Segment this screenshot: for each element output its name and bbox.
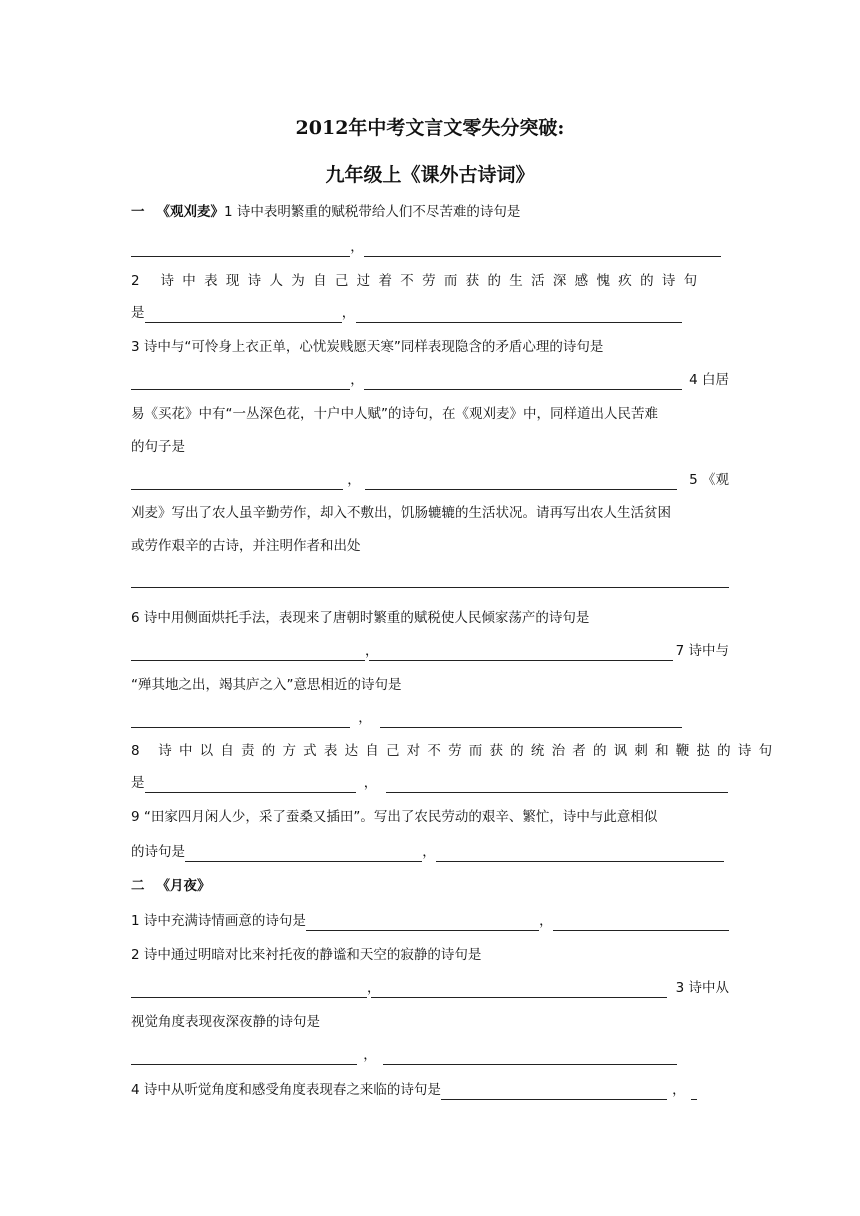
comma: ， [422, 844, 436, 860]
section2-q2-answer-line [131, 978, 729, 998]
comma: ， [350, 372, 364, 388]
section1-q1-line [131, 202, 729, 222]
document-subtitle: 九年级上《课外古诗词》 [325, 164, 535, 186]
section1-q1-text: 1 诗中表明繁重的赋税带给人们不尽苦难的诗句是 [224, 204, 521, 220]
section1-q4-answer-line [131, 470, 729, 490]
answer-blank[interactable] [131, 241, 350, 257]
answer-blank[interactable] [145, 307, 342, 323]
section1-q6-answer-line [131, 641, 729, 661]
answer-blank[interactable] [306, 915, 539, 931]
answer-blank[interactable] [380, 712, 682, 728]
section1-q7-start: 7 诗中与 [675, 643, 729, 659]
section2-q1-line [131, 911, 729, 931]
comma: ， [365, 643, 379, 659]
section1-q5-text: 刈麦》写出了农人虽辛勤劳作，却入不敷出，饥肠辘辘的生活状况。请再写出农人生活贫困 [131, 505, 671, 521]
section1-q5-text-cont: 或劳作艰辛的古诗，并注明作者和出处 [131, 538, 361, 554]
comma: ， [539, 913, 553, 929]
comma: ， [367, 980, 381, 996]
section1-q3-text: 3 诗中与“可怜身上衣正单，心忧炭贱愿天寒”同样表现隐含的矛盾心理的诗句是 [131, 339, 604, 355]
answer-blank[interactable] [131, 712, 350, 728]
section2-q4-line [131, 1080, 729, 1100]
section1-q4-start: 4 白居 [689, 372, 729, 388]
section2-q3-start: 3 诗中从 [675, 980, 729, 996]
section1-q8-line1 [131, 741, 780, 761]
section1-q4-text-cont: 的句子是 [131, 439, 185, 455]
section2-heading: 《月夜》 [156, 878, 211, 894]
section1-heading: 《观刈麦》 [156, 204, 224, 220]
section1-q7-text: “殚其地之出，竭其庐之入”意思相近的诗句是 [131, 677, 402, 693]
answer-blank[interactable] [386, 777, 728, 793]
answer-blank[interactable] [356, 307, 682, 323]
section1-marker: 一 [131, 204, 145, 220]
section2-q2-line [131, 945, 729, 965]
section1-q5-line3 [131, 536, 729, 556]
section1-q7-line2 [131, 675, 729, 695]
answer-blank[interactable] [131, 572, 729, 588]
section1-q9-text-cont: 的诗句是 [131, 844, 185, 860]
answer-blank[interactable] [131, 474, 343, 490]
section1-q8-text: 8 诗中以自责的方式表达自己对不劳而获的统治者的讽刺和鞭挞的诗句 [131, 743, 780, 759]
answer-blank[interactable] [131, 374, 350, 390]
section1-q3-line [131, 337, 729, 357]
section1-q9-text: 9 “田家四月闲人少，采了蚕桑又插田”。写出了农民劳动的艰辛、繁忙，诗中与此意相似 [131, 809, 658, 825]
section2-q3-answer-line [131, 1045, 729, 1065]
section1-q9-line2 [131, 842, 729, 862]
section1-q7-answer-line [131, 708, 729, 728]
section1-q3-answer-line [131, 370, 729, 390]
answer-blank[interactable] [441, 1084, 667, 1100]
section1-q4-line2 [131, 404, 729, 424]
answer-blank[interactable] [145, 777, 356, 793]
section1-q4-text: 易《买花》中有“一丛深色花，十户中人赋”的诗句，在《观刈麦》中，同样道出人民苦难 [131, 406, 658, 422]
section1-q2-text: 2 诗中表现诗人为自己过着不劳而获的生活深感愧疚的诗句 [131, 273, 706, 289]
comma: ， [363, 775, 378, 791]
section1-q5-line2 [131, 503, 729, 523]
comma: ， [672, 1082, 686, 1098]
answer-blank[interactable] [364, 374, 682, 390]
answer-blank[interactable] [553, 915, 729, 931]
section1-q8-line2 [131, 773, 729, 793]
comma: ， [347, 472, 361, 488]
section2-q1-text: 1 诗中充满诗情画意的诗句是 [131, 913, 306, 929]
comma: ， [350, 239, 364, 255]
section1-q4-line3 [131, 437, 729, 457]
section1-q1-answer-line [131, 237, 729, 257]
answer-blank[interactable] [131, 1049, 357, 1065]
section1-q8-text-cont: 是 [131, 775, 145, 791]
section1-q2-line2 [131, 303, 729, 323]
answer-blank[interactable] [436, 846, 724, 862]
section1-q6-text: 6 诗中用侧面烘托手法，表现来了唐朝时繁重的赋税使人民倾家荡产的诗句是 [131, 610, 590, 626]
answer-blank[interactable] [371, 982, 667, 998]
section1-q9-line1 [131, 807, 729, 827]
answer-blank[interactable] [131, 982, 367, 998]
section2-q2-text: 2 诗中通过明暗对比来衬托夜的静谧和天空的寂静的诗句是 [131, 947, 482, 963]
answer-blank[interactable] [369, 645, 673, 661]
answer-blank[interactable] [185, 846, 422, 862]
answer-blank[interactable] [131, 645, 365, 661]
section2-marker: 二 [131, 878, 145, 894]
answer-blank[interactable] [383, 1049, 677, 1065]
answer-blank[interactable] [365, 474, 677, 490]
section1-q2-text-cont: 是 [131, 305, 145, 321]
section2-q3-line2 [131, 1012, 729, 1032]
comma: ， [358, 710, 372, 726]
answer-blank[interactable] [691, 1084, 697, 1100]
comma: ， [341, 305, 356, 321]
section1-q6-line [131, 608, 729, 628]
answer-blank[interactable] [364, 241, 721, 257]
section2-q3-text: 视觉角度表现夜深夜静的诗句是 [131, 1014, 320, 1030]
section1-q5-answer-line [131, 572, 729, 588]
section1-q5-start: 5 《观 [689, 472, 729, 488]
section1-q2-line1 [131, 271, 729, 291]
comma: ， [363, 1047, 377, 1063]
document-title: 2012年中考文言文零失分突破: [295, 117, 565, 139]
section2-heading-line [131, 876, 729, 896]
section2-q4-text: 4 诗中从听觉角度和感受角度表现春之来临的诗句是 [131, 1082, 441, 1098]
